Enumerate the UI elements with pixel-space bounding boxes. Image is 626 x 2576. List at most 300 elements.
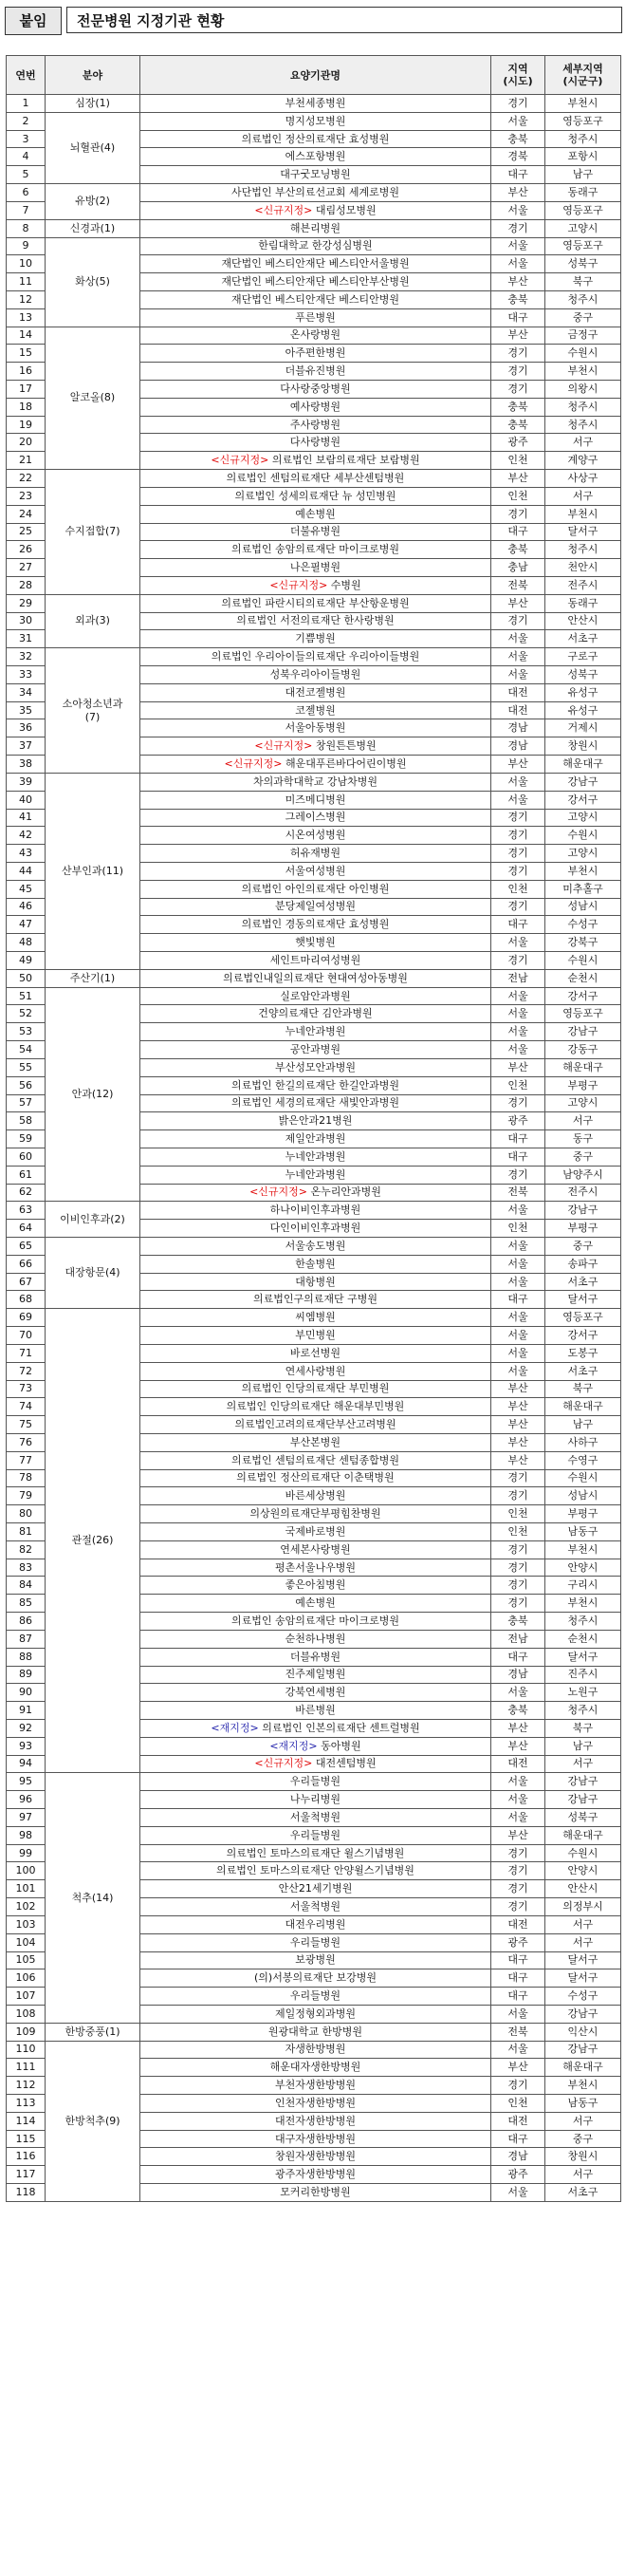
subregion-cell: 영등포구 [545, 201, 621, 219]
row-number: 112 [7, 2077, 46, 2095]
region-cell: 대구 [491, 1648, 545, 1666]
table-row [7, 2041, 621, 2059]
subregion-cell: 부평구 [545, 1076, 621, 1094]
hospital-table [6, 55, 621, 2202]
hospital-name: 의료법인 토마스의료재단 윌스기념병원 [140, 1844, 491, 1862]
subregion-cell: 서초구 [545, 2184, 621, 2202]
col-header-no: 연번 [7, 56, 46, 95]
row-number: 3 [7, 130, 46, 148]
region-cell: 경기 [491, 1577, 545, 1595]
field-cell: 한방중풍(1) [46, 2023, 140, 2041]
table-row [7, 594, 621, 612]
row-number: 66 [7, 1255, 46, 1273]
row-number: 30 [7, 612, 46, 630]
hospital-name: 미즈메디병원 [140, 791, 491, 809]
hospital-name: <신규지정> 온누리안과병원 [140, 1184, 491, 1202]
region-cell: 인천 [491, 487, 545, 505]
region-cell: 충북 [491, 1702, 545, 1720]
region-cell: 대구 [491, 166, 545, 184]
hospital-name: 분당제일여성병원 [140, 898, 491, 916]
subregion-cell: 북구 [545, 273, 621, 291]
hospital-name: 온사랑병원 [140, 327, 491, 345]
subregion-cell: 동래구 [545, 184, 621, 202]
region-cell: 경기 [491, 1844, 545, 1862]
col-header-region: 지역 (시도) [491, 56, 545, 95]
subregion-cell: 강북구 [545, 934, 621, 952]
hospital-name: 재단법인 베스티안재단 베스티안병원 [140, 290, 491, 308]
region-cell: 대구 [491, 916, 545, 934]
table-row [7, 2023, 621, 2041]
subregion-cell: 의정부시 [545, 1898, 621, 1916]
row-number: 101 [7, 1880, 46, 1898]
row-number: 109 [7, 2023, 46, 2041]
hospital-name: 의료법인 우리아이들의료재단 우리아이들병원 [140, 648, 491, 666]
region-cell: 서울 [491, 1773, 545, 1791]
row-number: 69 [7, 1309, 46, 1327]
row-number: 78 [7, 1469, 46, 1487]
field-cell: 한방척추(9) [46, 2041, 140, 2201]
region-cell: 충북 [491, 1613, 545, 1631]
col-header-name: 요양기관명 [140, 56, 491, 95]
subregion-cell: 강남구 [545, 1202, 621, 1220]
subregion-cell: 강동구 [545, 1041, 621, 1059]
hospital-name: 누네안과병원 [140, 1023, 491, 1041]
region-cell: 서울 [491, 2041, 545, 2059]
hospital-name: 공안과병원 [140, 1041, 491, 1059]
subregion-cell: 구리시 [545, 1577, 621, 1595]
row-number: 49 [7, 952, 46, 970]
row-number: 45 [7, 880, 46, 898]
region-cell: 인천 [491, 880, 545, 898]
subregion-cell: 서구 [545, 434, 621, 452]
hospital-name: 대전자생한방병원 [140, 2112, 491, 2130]
region-cell: 인천 [491, 1523, 545, 1541]
hospital-name: 다인이비인후과병원 [140, 1220, 491, 1238]
table-row [7, 969, 621, 987]
field-cell: 척추(14) [46, 1773, 140, 2023]
table-row [7, 1309, 621, 1327]
region-cell: 광주 [491, 1112, 545, 1130]
hospital-name: <재지정> 동아병원 [140, 1737, 491, 1755]
region-cell: 서울 [491, 1238, 545, 1256]
hospital-name: 기쁨병원 [140, 630, 491, 648]
region-cell: 부산 [491, 756, 545, 774]
region-cell: 경기 [491, 862, 545, 880]
field-cell: 관절(26) [46, 1309, 140, 1773]
subregion-cell: 수원시 [545, 952, 621, 970]
subregion-cell: 중구 [545, 1148, 621, 1166]
hospital-name: 의료법인 정산의료재단 이춘택병원 [140, 1469, 491, 1487]
region-cell: 경기 [491, 952, 545, 970]
hospital-name: 누네안과병원 [140, 1148, 491, 1166]
hospital-name: 원광대학교 한방병원 [140, 2023, 491, 2041]
row-number: 6 [7, 184, 46, 202]
table-row [7, 1202, 621, 1220]
hospital-name: 다사랑중앙병원 [140, 381, 491, 399]
subregion-cell: 부평구 [545, 1220, 621, 1238]
subregion-cell: 해운대구 [545, 1826, 621, 1844]
region-cell: 서울 [491, 987, 545, 1005]
hospital-name: 자생한방병원 [140, 2041, 491, 2059]
hospital-name: <신규지정> 해운대푸른바다어린이병원 [140, 756, 491, 774]
region-cell: 서울 [491, 630, 545, 648]
subregion-cell: 서초구 [545, 630, 621, 648]
region-cell: 경기 [491, 1862, 545, 1880]
region-cell: 충북 [491, 416, 545, 434]
subregion-cell: 부천시 [545, 2077, 621, 2095]
subregion-cell: 영등포구 [545, 237, 621, 255]
field-cell: 산부인과(11) [46, 773, 140, 969]
row-number: 12 [7, 290, 46, 308]
region-cell: 서울 [491, 1005, 545, 1023]
hospital-name: 건양의료재단 김안과병원 [140, 1005, 491, 1023]
row-number: 95 [7, 1773, 46, 1791]
subregion-cell: 구로구 [545, 648, 621, 666]
row-number: 4 [7, 148, 46, 166]
hospital-name: 의료법인 인당의료재단 해운대부민병원 [140, 1398, 491, 1416]
region-cell: 서울 [491, 1344, 545, 1362]
hospital-name: 강북연세병원 [140, 1684, 491, 1702]
row-number: 7 [7, 201, 46, 219]
subregion-cell: 서구 [545, 1112, 621, 1130]
designation-tag: <신규지정> [254, 739, 313, 753]
table-row [7, 470, 621, 488]
row-number: 42 [7, 827, 46, 845]
hospital-name: 바른병원 [140, 1702, 491, 1720]
hospital-name: 예손병원 [140, 505, 491, 523]
subregion-cell: 전주시 [545, 1184, 621, 1202]
hospital-name: 의료법인 한길의료재단 한길안과병원 [140, 1076, 491, 1094]
region-cell: 서울 [491, 1041, 545, 1059]
subregion-cell: 안양시 [545, 1862, 621, 1880]
subregion-cell: 순천시 [545, 1630, 621, 1648]
hospital-name: 제일안과병원 [140, 1130, 491, 1148]
field-cell: 안과(12) [46, 987, 140, 1202]
hospital-name: 연세본사랑병원 [140, 1540, 491, 1559]
row-number: 47 [7, 916, 46, 934]
row-number: 21 [7, 452, 46, 470]
row-number: 28 [7, 576, 46, 594]
region-cell: 경남 [491, 737, 545, 756]
subregion-cell: 고양시 [545, 809, 621, 827]
row-number: 73 [7, 1380, 46, 1398]
hospital-name: 해븐리병원 [140, 219, 491, 237]
table-row [7, 184, 621, 202]
region-cell: 부산 [491, 1719, 545, 1737]
region-cell: 서울 [491, 2005, 545, 2023]
hospital-name: 실로암안과병원 [140, 987, 491, 1005]
hospital-name: 부민병원 [140, 1327, 491, 1345]
hospital-name: <신규지정> 창원튼튼병원 [140, 737, 491, 756]
region-cell: 경기 [491, 219, 545, 237]
hospital-name: 더불유병원 [140, 523, 491, 541]
table-row [7, 1773, 621, 1791]
row-number: 29 [7, 594, 46, 612]
region-cell: 경남 [491, 719, 545, 737]
subregion-cell: 거제시 [545, 719, 621, 737]
hospital-name: 예손병원 [140, 1595, 491, 1613]
subregion-cell: 미추홀구 [545, 880, 621, 898]
region-cell: 경기 [491, 1094, 545, 1112]
hospital-name: 제일정형외과병원 [140, 2005, 491, 2023]
hospital-name: 안산21세기병원 [140, 1880, 491, 1898]
subregion-cell: 남구 [545, 1416, 621, 1434]
field-cell: 뇌혈관(4) [46, 112, 140, 183]
row-number: 5 [7, 166, 46, 184]
region-cell: 경기 [491, 363, 545, 381]
row-number: 106 [7, 1969, 46, 1988]
region-cell: 경기 [491, 1166, 545, 1184]
subregion-cell: 수원시 [545, 345, 621, 363]
row-number: 14 [7, 327, 46, 345]
row-number: 23 [7, 487, 46, 505]
row-number: 107 [7, 1988, 46, 2006]
row-number: 113 [7, 2095, 46, 2113]
region-cell: 서울 [491, 112, 545, 130]
page-title: 전문병원 지정기관 현황 [66, 7, 622, 33]
hospital-name: 한솔병원 [140, 1255, 491, 1273]
hospital-name: <신규지정> 수병원 [140, 576, 491, 594]
row-number: 15 [7, 345, 46, 363]
subregion-cell: 익산시 [545, 2023, 621, 2041]
table-row [7, 648, 621, 666]
hospital-name: 누네안과병원 [140, 1166, 491, 1184]
row-number: 85 [7, 1595, 46, 1613]
region-cell: 대전 [491, 1915, 545, 1933]
region-cell: 경기 [491, 898, 545, 916]
subregion-cell: 동구 [545, 1130, 621, 1148]
row-number: 97 [7, 1809, 46, 1827]
table-row [7, 1238, 621, 1256]
region-cell: 경기 [491, 1487, 545, 1505]
region-cell: 경기 [491, 612, 545, 630]
hospital-name: 차의과학대학교 강남차병원 [140, 773, 491, 791]
region-cell: 경기 [491, 95, 545, 113]
subregion-cell: 중구 [545, 308, 621, 327]
hospital-name: 씨엠병원 [140, 1309, 491, 1327]
subregion-cell: 달서구 [545, 1291, 621, 1309]
region-cell: 부산 [491, 1826, 545, 1844]
subregion-cell: 달서구 [545, 1648, 621, 1666]
row-number: 48 [7, 934, 46, 952]
row-number: 115 [7, 2130, 46, 2148]
row-number: 10 [7, 255, 46, 273]
row-number: 83 [7, 1559, 46, 1577]
hospital-name: 보광병원 [140, 1951, 491, 1969]
hospital-name: 의료법인 경동의료재단 효성병원 [140, 916, 491, 934]
region-cell: 경남 [491, 1666, 545, 1684]
table-row [7, 327, 621, 345]
subregion-cell: 수성구 [545, 1988, 621, 2006]
hospital-name: 재단법인 베스티안재단 베스티안서울병원 [140, 255, 491, 273]
region-cell: 서울 [491, 1684, 545, 1702]
row-number: 86 [7, 1613, 46, 1631]
row-number: 44 [7, 862, 46, 880]
subregion-cell: 부천시 [545, 1595, 621, 1613]
region-cell: 부산 [491, 1416, 545, 1434]
region-cell: 서울 [491, 934, 545, 952]
subregion-cell: 서구 [545, 2112, 621, 2130]
row-number: 18 [7, 398, 46, 416]
subregion-cell: 남동구 [545, 1523, 621, 1541]
row-number: 13 [7, 308, 46, 327]
row-number: 43 [7, 845, 46, 863]
row-number: 60 [7, 1148, 46, 1166]
hospital-name: 광주자생한방병원 [140, 2166, 491, 2184]
subregion-cell: 서구 [545, 487, 621, 505]
row-number: 90 [7, 1684, 46, 1702]
hospital-name: 의료법인구의료재단 구병원 [140, 1291, 491, 1309]
subregion-cell: 남구 [545, 1737, 621, 1755]
hospital-name: 서울척병원 [140, 1809, 491, 1827]
subregion-cell: 서구 [545, 1915, 621, 1933]
region-cell: 충북 [491, 290, 545, 308]
region-cell: 경기 [491, 1540, 545, 1559]
row-number: 94 [7, 1755, 46, 1773]
hospital-name: 그레이스병원 [140, 809, 491, 827]
row-number: 118 [7, 2184, 46, 2202]
hospital-name: 의료법인고려의료재단부산고려병원 [140, 1416, 491, 1434]
subregion-cell: 영등포구 [545, 112, 621, 130]
region-cell: 부산 [491, 273, 545, 291]
table-body [7, 95, 621, 2202]
region-cell: 서울 [491, 1809, 545, 1827]
region-cell: 전남 [491, 1630, 545, 1648]
region-cell: 대구 [491, 1130, 545, 1148]
subregion-cell: 부평구 [545, 1505, 621, 1523]
hospital-name: 의료법인 파란시티의료재단 부산항운병원 [140, 594, 491, 612]
row-number: 1 [7, 95, 46, 113]
region-cell: 경기 [491, 1559, 545, 1577]
attachment-badge: 붙임 [5, 7, 62, 35]
subregion-cell: 성남시 [545, 1487, 621, 1505]
hospital-name: 대전우리병원 [140, 1915, 491, 1933]
hospital-name: 한림대학교 한강성심병원 [140, 237, 491, 255]
row-number: 89 [7, 1666, 46, 1684]
subregion-cell: 청주시 [545, 1613, 621, 1631]
region-cell: 부산 [491, 1737, 545, 1755]
field-cell: 알코올(8) [46, 327, 140, 470]
hospital-name: 우리들병원 [140, 1988, 491, 2006]
row-number: 57 [7, 1094, 46, 1112]
row-number: 61 [7, 1166, 46, 1184]
subregion-cell: 도봉구 [545, 1344, 621, 1362]
hospital-name: 순천하나병원 [140, 1630, 491, 1648]
table-row [7, 987, 621, 1005]
region-cell: 부산 [491, 1058, 545, 1076]
subregion-cell: 청주시 [545, 1702, 621, 1720]
region-cell: 대전 [491, 701, 545, 719]
region-cell: 대구 [491, 1148, 545, 1166]
subregion-cell: 청주시 [545, 541, 621, 559]
hospital-name: 인천자생한방병원 [140, 2095, 491, 2113]
field-cell: 소아청소년과 (7) [46, 648, 140, 774]
hospital-name: 모커리한방병원 [140, 2184, 491, 2202]
region-cell: 경기 [491, 1880, 545, 1898]
row-number: 52 [7, 1005, 46, 1023]
row-number: 111 [7, 2059, 46, 2077]
region-cell: 서울 [491, 1362, 545, 1380]
row-number: 84 [7, 1577, 46, 1595]
region-cell: 서울 [491, 773, 545, 791]
region-cell: 대전 [491, 2112, 545, 2130]
hospital-name: 대항병원 [140, 1273, 491, 1291]
region-cell: 대구 [491, 1291, 545, 1309]
hospital-name: 나은필병원 [140, 559, 491, 577]
subregion-cell: 사상구 [545, 470, 621, 488]
row-number: 80 [7, 1505, 46, 1523]
hospital-name: 더블유진병원 [140, 363, 491, 381]
row-number: 36 [7, 719, 46, 737]
row-number: 53 [7, 1023, 46, 1041]
row-number: 24 [7, 505, 46, 523]
subregion-cell: 안산시 [545, 1880, 621, 1898]
table-row [7, 773, 621, 791]
subregion-cell: 중구 [545, 1238, 621, 1256]
row-number: 46 [7, 898, 46, 916]
subregion-cell: 성북구 [545, 1809, 621, 1827]
table-row [7, 95, 621, 113]
designation-tag: <재지정> [269, 1739, 318, 1752]
hospital-name: 연세사랑병원 [140, 1362, 491, 1380]
designation-tag: <재지정> [211, 1721, 259, 1734]
region-cell: 서울 [491, 1791, 545, 1809]
row-number: 2 [7, 112, 46, 130]
row-number: 55 [7, 1058, 46, 1076]
subregion-cell: 강남구 [545, 1023, 621, 1041]
field-cell: 심장(1) [46, 95, 140, 113]
hospital-name: 서울송도병원 [140, 1238, 491, 1256]
row-number: 82 [7, 1540, 46, 1559]
region-cell: 대구 [491, 1969, 545, 1988]
row-number: 105 [7, 1951, 46, 1969]
region-cell: 인천 [491, 2095, 545, 2113]
region-cell: 인천 [491, 1505, 545, 1523]
row-number: 38 [7, 756, 46, 774]
subregion-cell: 진주시 [545, 1666, 621, 1684]
row-number: 96 [7, 1791, 46, 1809]
subregion-cell: 해운대구 [545, 2059, 621, 2077]
hospital-name: 허유재병원 [140, 845, 491, 863]
hospital-name: 의료법인 센텀의료재단 센텀종합병원 [140, 1451, 491, 1469]
region-cell: 전북 [491, 576, 545, 594]
subregion-cell: 안산시 [545, 612, 621, 630]
row-number: 71 [7, 1344, 46, 1362]
table-row [7, 112, 621, 130]
hospital-name: 대전코젤병원 [140, 683, 491, 701]
designation-tag: <신규지정> [269, 578, 328, 591]
row-number: 54 [7, 1041, 46, 1059]
region-cell: 전북 [491, 2023, 545, 2041]
row-number: 92 [7, 1719, 46, 1737]
hospital-name: 우리들병원 [140, 1773, 491, 1791]
field-cell: 이비인후과(2) [46, 1202, 140, 1238]
region-cell: 대전 [491, 683, 545, 701]
row-number: 91 [7, 1702, 46, 1720]
region-cell: 서울 [491, 1255, 545, 1273]
hospital-name: 사단법인 부산의료선교회 세계로병원 [140, 184, 491, 202]
subregion-cell: 수영구 [545, 1451, 621, 1469]
table-row [7, 237, 621, 255]
region-cell: 충북 [491, 398, 545, 416]
region-cell: 인천 [491, 1220, 545, 1238]
row-number: 22 [7, 470, 46, 488]
field-cell: 수지접합(7) [46, 470, 140, 595]
row-number: 76 [7, 1433, 46, 1451]
designation-tag: <신규지정> [224, 756, 283, 770]
hospital-name: 의료법인 서전의료재단 한사랑병원 [140, 612, 491, 630]
header [0, 0, 626, 44]
